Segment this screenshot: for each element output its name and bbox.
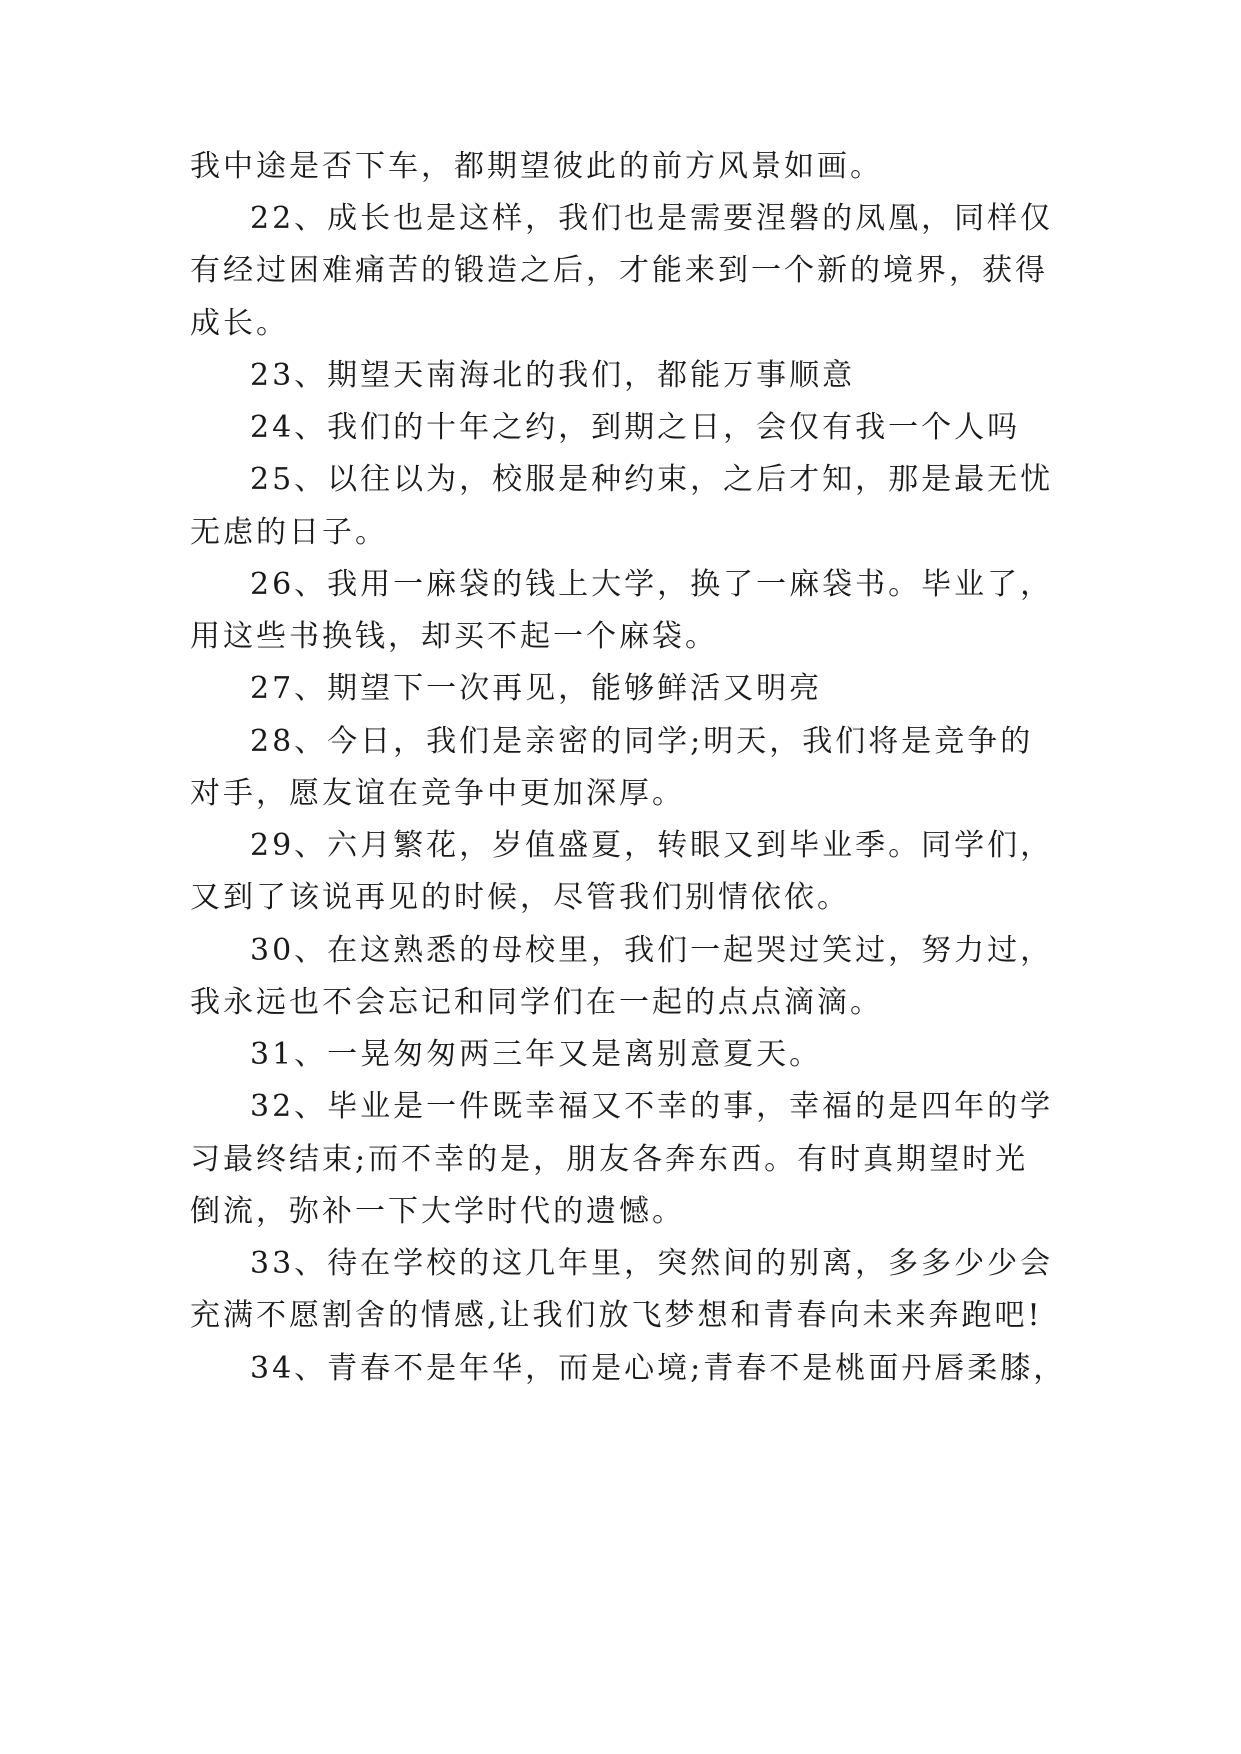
item-25-line-2: 无虑的日子。 [190, 515, 388, 550]
item-33-line-1: 33、待在学校的这几年里，突然间的别离，多多少少会 [250, 1246, 1054, 1281]
item-22-line-2: 有经过困难痛苦的锻造之后，才能来到一个新的境界，获得 [190, 253, 1048, 288]
item-32-line-2: 习最终结束;而不幸的是，朋友各奔东西。有时真期望时光 [190, 1142, 1029, 1177]
item-23-line-1: 23、期望天南海北的我们，都能万事顺意 [250, 358, 856, 393]
item-24-line-1: 24、我们的十年之约，到期之日，会仅有我一个人吗 [250, 410, 1021, 445]
item-29-line-2: 又到了该说再见的时候，尽管我们别情依依。 [190, 880, 850, 915]
item-30-line-2: 我永远也不会忘记和同学们在一起的点点滴滴。 [190, 985, 883, 1020]
item-32-line-1: 32、毕业是一件既幸福又不幸的事，幸福的是四年的学 [250, 1089, 1054, 1124]
item-22-line-3: 成长。 [190, 306, 289, 341]
item-34-line-1: 34、青春不是年华，而是心境;青春不是桃面丹唇柔膝， [250, 1351, 1067, 1386]
item-26-line-2: 用这些书换钱，却买不起一个麻袋。 [190, 619, 718, 654]
item-28-line-1: 28、今日，我们是亲密的同学;明天，我们将是竞争的 [250, 724, 1034, 759]
item-30-line-1: 30、在这熟悉的母校里，我们一起哭过笑过，努力过， [250, 933, 1054, 968]
item-32-line-3: 倒流，弥补一下大学时代的遗憾。 [190, 1194, 685, 1229]
item-31-line-1: 31、一晃匆匆两三年又是离别意夏天。 [250, 1037, 823, 1072]
item-29-line-1: 29、六月繁花，岁值盛夏，转眼又到毕业季。同学们， [250, 828, 1054, 863]
text-line: 我中途是否下车，都期望彼此的前方风景如画。 [190, 149, 883, 184]
item-22-line-1: 22、成长也是这样，我们也是需要涅磐的凤凰，同样仅 [250, 201, 1054, 236]
item-26-line-1: 26、我用一麻袋的钱上大学，换了一麻袋书。毕业了， [250, 567, 1054, 602]
item-25-line-1: 25、以往以为，校服是种约束，之后才知，那是最无忧 [250, 462, 1054, 497]
item-28-line-2: 对手，愿友谊在竞争中更加深厚。 [190, 776, 685, 811]
item-27-line-1: 27、期望下一次再见，能够鲜活又明亮 [250, 671, 823, 706]
item-33-line-2: 充满不愿割舍的情感,让我们放飞梦想和青春向未来奔跑吧! [190, 1298, 1043, 1333]
